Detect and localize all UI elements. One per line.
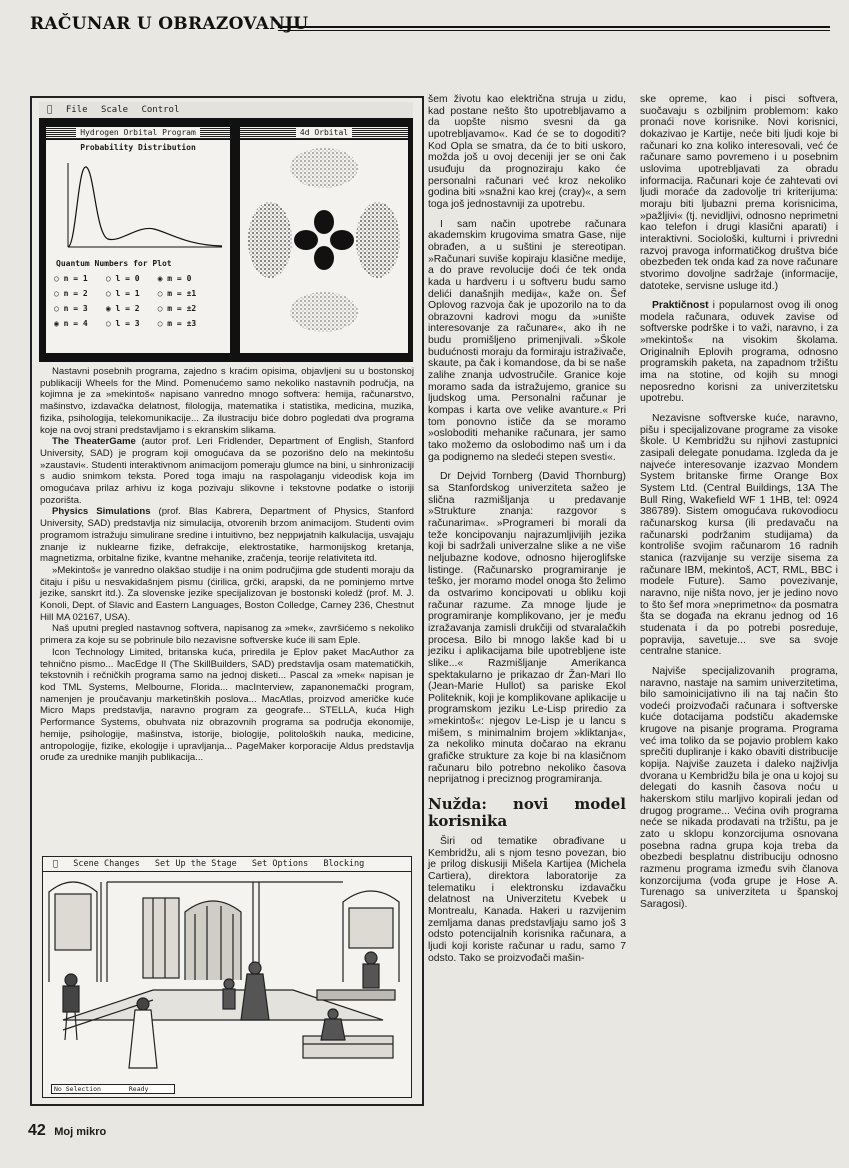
status-ready: Ready xyxy=(128,1085,149,1093)
quantum-radio-group xyxy=(54,274,205,334)
paragraph: Dr Dejvid Tornberg (David Thornburg) sa Stanfordskog univerziteta sažeo je slična razmišljanja u predavanje »Strukture znanja: razgovor s računarima«. »Programeri bi morali da teže koncipovanju najrazumljivijih jezika koji bi sadržali univerzalne slike a ne više neljubazne kodove, odnosno hijeroglifske listinge. (Računarsko programiranje je teško, jer moramo model onoga što želimo da ostvarimo koncipovati u obliku koji računar razume. Za mnoge ljude je programiranje komplikovano, jer je među izražavanja zamisli drukčiji od stvaralačkih procesa. Bilo bi mnogo lakše kad bi u jeziku i aplikacijama bile upotrebljene iste slike...« Razmišljanje Amerikanca spektakularno je prikazao dr Žan-Mari Ilo (Jean-Marie Hullot) sa pariske Ekol Politeknik, koji je komplikovane aplikacije u programskom jeziku Le-Lisp priredio za »mekintoš«: njegov Le-Lisp je u lancu s mišem, s minimalnim brojem »kliktanja«, za nekoliko minuta dočarao na ekranu grafičke strukture za koje bi na klasičnom računaru bilo potrebno nekoliko časova neprijatnog i preciznog programiranja. xyxy=(428,471,626,786)
radio-l3: ○ l = 3 xyxy=(105,319,140,328)
radio-m3: ○ m = ±3 xyxy=(157,319,197,328)
window-title-bar: 4d Orbital xyxy=(240,127,408,140)
radio-row xyxy=(54,274,205,289)
radio-row xyxy=(54,289,205,304)
radio-n1: ○ n = 1 xyxy=(54,274,88,283)
probability-plot xyxy=(46,155,230,255)
radio-row xyxy=(54,319,205,334)
paragraph: ske opreme, kao i pisci softvera, suočavaju s ozbiljnim problemom: kako pronaći nove korisnike. Novi korisnici, dokazivao je Kartije, neće biti ljudi koje bi računari ko zna koliko interesovali, već će računare samo povremeno i u posebnim uslovima upotrebljavati za obradu informacija. Računari koje će zahtevati ovi ljudi moraće da zadovolje tri kriterijuma: moraju biti ljubazni prema korisnicima, »pažljivi« (tj. nevidljivi, odnosno neprimetni kao telefon i drugi klasični aparati) i interaktivni. Sociološki, kulturni i privredni razvoj pravoga informatičkog društva biće obezbeđen tek onda kad za nove računare stvorimo dovoljne sadržaje (informacije, datoteke, servisne usluge itd.) xyxy=(640,94,838,292)
paragraph: Najviše specijalizovanih programa, naravno, nastaje na samim univerzitetima, bilo samoinicijativno ili na taj način što vodeći proizvođači računara i softverske kuće dotaciјama podstiču akademske krugove na pisanje programa. Programa već ima toliko da se pojavio problem kako sprečiti dupliranje i kako obaviti distribucije kopija. Najviše zauzeta i daleko najživlja dvorana u Kembridžu bila je ona u kojoj su delegati do kasnih časova noću u hakerskom stilu marljivo kopirali jedan od drugog programe... Većina ovih programa neće se nikada prodavati na tržištu, pa je zato u sklopu konzorcijuma osnovana posebna radna grupa koja treba da obezbedi besplatnu distribuciju odnosno razmenu programa između svih članova konzorcijuma (vođa grupe je Hose A. Turenago sa univerziteta u španskoj Saragosi). xyxy=(640,665,838,910)
status-selection: No Selection xyxy=(54,1085,101,1093)
apple-icon xyxy=(53,859,58,869)
section-title: RAČUNAR U OBRAZOVANJU xyxy=(30,14,309,34)
menu-scene-changes: Scene Changes xyxy=(63,859,130,869)
radio-m2: ○ m = ±2 xyxy=(157,304,197,313)
paragraph: »Mekintoš« je vanredno olakšao studije i na onim područjima gde studenti moraju da čitaju i pišu u nesvakidašnjem pismu (ćirilica, grčki, arapski, da ne pominjemo mrtve jezike, sanskrt itd.). Za slovenske jezike specijalizovan je bostonski koledž (prof. M. J. Konoli, Dept. of Slavic and Eastern Languages, Boston Colledge, Carney 236, Chestnut Hill MA 02167, USA). xyxy=(40,564,414,623)
paragraph: Icon Technology Limited, britanska kuća, priredila je Eplov paket MacAuthor za tehnično pismo... MacEdge II (The SkillBuilders, SAD) predstavlja osam matematičkih, tekstovnih i rečničkih programa samo na jednoj disketi... Pascal za »mek« napisan je kod TML Systems, Melbourne, Florida... macInterview, zapanonemački program, namenjen je proučavanju marketinških poslova... MacAtlas, proizvod američke kuće Micro Maps predstavlja, naravno program za geografe... STELLA, kuća High Performance Systems, obuhvata niz obrazovnih programa sa područja ekonomije, hemije, psihologije, mašinstva, istorije, biologije, politoloških nauka, medicine, antropologije, fizike, ekologije i upravljanja... PageMaker korporacije Aldus predstavlja oruđe za urednike manjih publikacija... xyxy=(40,646,414,764)
menu-blocking: Blocking xyxy=(313,859,355,869)
section-heading: Nužda: novi model korisnika xyxy=(428,795,626,831)
magazine-name: Moj mikro xyxy=(54,1126,107,1138)
radio-row xyxy=(54,304,205,319)
radio-n2: ○ n = 2 xyxy=(54,289,88,298)
menu-control: Control xyxy=(136,105,174,115)
radio-n3: ○ n = 3 xyxy=(54,304,88,313)
radio-l2: ◉ l = 2 xyxy=(105,304,140,313)
paragraph: Nastavni posebnih programa, zajedno s kraćim opisima, objavljeni su u bostonskoj publikaciji Wheels for the Mind. Pomenućemo samo nekoliko nastavnih područja, na kojimna je za »mekintoš« napisano vanredno mnogo softvera: hemija, računarstvo, mašinstvo, izdavačka delatnost, filologija, matematika i statistika, medicina, muzika, fizika, psihologija, telekomunikacije... Za ilustraciju biće dobro pogledati dva programa koje na ovoj strani predstavljamo i s ekranskim slikama. xyxy=(40,366,414,436)
orbital-program-window xyxy=(45,126,231,354)
sidebar-text xyxy=(40,366,414,764)
menu-file: File xyxy=(60,105,83,115)
radio-n4: ◉ n = 4 xyxy=(54,319,88,328)
radio-l0: ○ l = 0 xyxy=(105,274,140,283)
radio-l1: ○ l = 1 xyxy=(105,289,140,298)
menu-scale: Scale xyxy=(95,105,123,115)
radio-m1: ○ m = ±1 xyxy=(157,289,197,298)
stage-illustration xyxy=(43,872,411,1084)
header-rule xyxy=(278,26,830,31)
sidebar-box xyxy=(30,96,424,1106)
apple-icon xyxy=(47,102,52,118)
window-title-bar: Hydrogen Orbital Program xyxy=(46,127,230,140)
article-column-2 xyxy=(428,94,626,964)
page-footer xyxy=(28,1122,106,1140)
status-bar xyxy=(51,1084,175,1094)
hydrogen-orbital-screenshot xyxy=(39,102,413,362)
mac-menubar xyxy=(39,102,413,118)
mac-menubar xyxy=(43,857,411,872)
page-number: 42 xyxy=(28,1122,46,1139)
probability-label: Probability Distribution xyxy=(80,143,196,152)
paragraph: šem životu kao električna struja u zidu, kad postane nešto što upotrebljavamo a da uopšte nismo svesni da ga upotrebljavamo«. Kad će se to dogoditi? Kod Opla se smatra, da će to biti uskoro, možda još u ovoj deceniji jer se oni čak usuđuju da prognoziraju kako će personalni računari već kroz nekoliko godina biti »snažni kao krej (cray)«, a sem toga još jednostavniji za upotrebu. xyxy=(428,94,626,210)
radio-m0: ◉ m = 0 xyxy=(157,274,192,283)
paragraph: Naš uputni pregled nastavnog softvera, napisanog za »mek«, završićemo s nekoliko primera za koje su se pobrinule bilo nezavisne softverske kuće ili sam Eple. xyxy=(40,623,414,647)
paragraph: Nezavisne softverske kuće, naravno, pišu i specijalizovane programe za visoke škole. U Kembridžu su njihovi zastupnici zasipali delegate ponudama. Izgleda da je najveće interesovanje izazvao Mondem System britanske firme Orange Box System Ltd. (Central Buildings, 13A The Bull Ring, Wakefield WF 1 1HB, tel: 0924 386789). Sistem omogućava rukovodiocu računarskog kursa (ili predavaču na računarski podržanim studijama) da kontroliše svojim računarom 16 radnih stanica (razvijanje su verzije sisema za računare IBM, mekintoš, ACT, RML, BBC i modele Future). Samo povezivanje, naravno, nije ništa novo, jer je jedino novo to što šef mora »neprimetno« da posmatra šta se događa na ekranu jednog od 16 studenata i da po potrebi posreduje, popravija, savetuje... sve sa svoje centralne stanice. xyxy=(640,413,838,658)
paragraph: The TheaterGame (autor prof. Leri Fridlender, Department of English, Stanford University, SAD) je program koji omogućava da se pozorišno delo na mekintošu »zaustavi«. Studenti interaktivnom animacijom pomeraju glumce na bini, u sinhronizaciji s audio snimkom teksta. Pored toga imaju na raspolaganju videodisk koja im omogućava prilaz arhivu iz koga pozivaju slikovne i tekstovne podatke o istoriji pozorišta. xyxy=(40,436,414,506)
paragraph: Praktičnost i popularnost ovog ili onog modela računara, oduvek zavise od softverske podrške i to važi, naravno, i za »mekintoš« na visokim školama. Originalnih Eplovih programa, odnosno programskih paketa, na zapadnom tržištu ima na stotine, od kojih su mnogi neposredno korisni za univerzitetsku upotrebu. xyxy=(640,300,838,405)
paragraph: Širi od tematike obrađivane u Kembridžu, ali s njom tesno povezan, bio je prilog diskusiji Mišela Kartijea (Michela Cartiera), direktora laboratorije za telematiku i elektronsku izdavačku delatnost na Univerzitetu Kvebek u Montrealu, Kanada. Hakeri u razvijenim zemljama danas predstavljaju samo još 3 odsto potencijalnih korisnika računara, a ljudi koji koriste računar u radu, samo 7 odsto. Tako se proizvođači mašin- xyxy=(428,836,626,964)
page-header xyxy=(30,12,830,38)
article-column-3 xyxy=(640,94,838,911)
orbital-dot-plot xyxy=(240,140,408,352)
paragraph: Physics Simulations (prof. Blas Kabrera, Department of Physics, Stanford University, SAD) predstavlja niz simulacija, otvorenih brzom animacijom. Studenti ovim programom istražuju simulirane sredine i intuitivno, bez nepријatnih kalkulacija, usvajaju znanje iz nuklearne fizike, defrakcije, elektrostatike, harmoniјskog kretanja, magnetizma, orbitalne fizike, kvantne mehanike, zračenja, teorije relativiteta itd. xyxy=(40,506,415,565)
theater-game-screenshot xyxy=(42,856,412,1098)
menu-set-options: Set Options xyxy=(241,859,298,869)
quantum-numbers-label: Quantum Numbers for Plot xyxy=(56,259,172,268)
orbital-plot-window xyxy=(239,126,409,354)
menu-set-up-stage: Set Up the Stage xyxy=(144,859,227,869)
paragraph: I sam način upotrebe računara akademskim krugovima smatra Gase, nije obrađen, a u suštini je stereotipan. »Računari suviše kopiraju klasične medije, a do prave revolucije doći će tek onda kada u hardveru i u softveru budu samo delići današnjih medija«, kaže on. Šef Oplovog razvoja čak je upozorilo na to da obrazovni kadrovi mogu da »unište interesovanje za računare«, ako ih ne budu promišljeno primenjivali. »Škole budućnosti moraju da formiraju istraživače, skaute, pa čak i komandose, da bi se naše zalihe znanja udvostručile. Granice koje moramo sada da istražujemo, granice su ljudskog uma. Personalni računar je kompas i karta ove velike avanture.« Pri tom ponovno ističe da se moramo »osloboditi mehanike računara, jer samo tako možemo da oslobodimo naš um i da ga podignemo na sledeći stepen svesti«. xyxy=(428,218,626,463)
